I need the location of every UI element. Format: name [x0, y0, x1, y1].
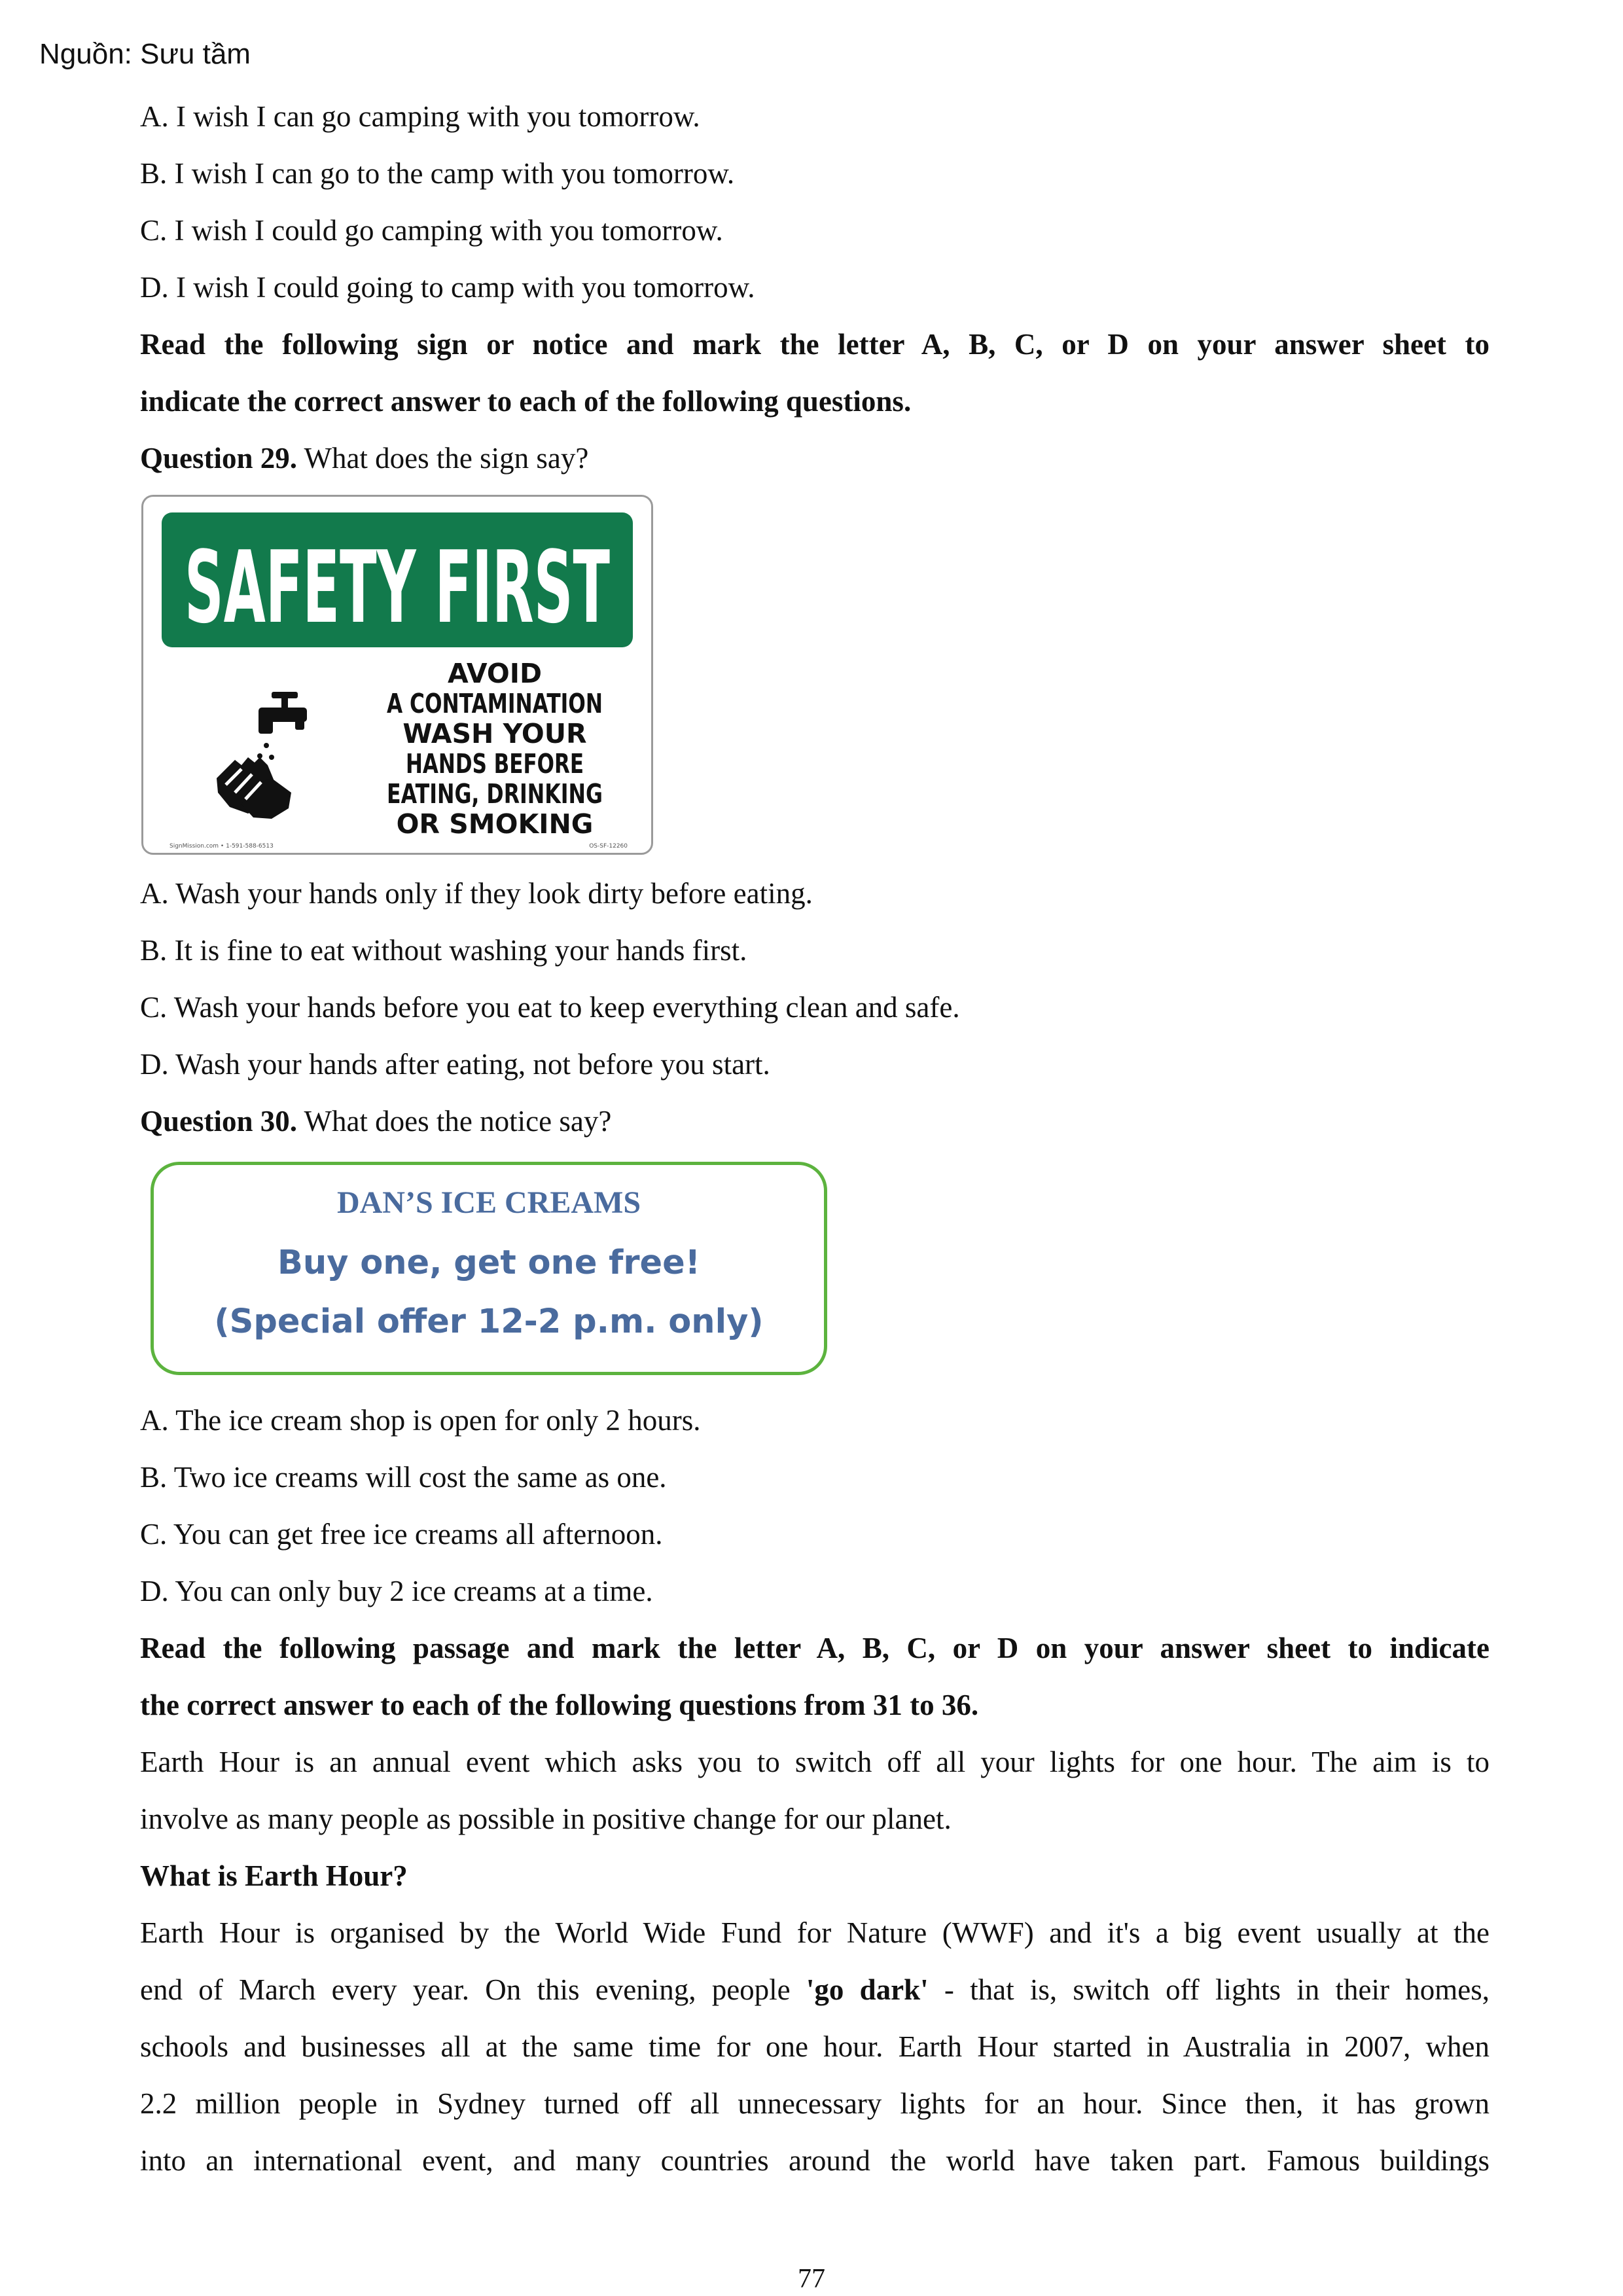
- safety-sign-graphic: [143, 497, 651, 853]
- sign-footer-left: SignMission.com • 1-591-588-6513: [169, 843, 274, 850]
- passage-body-line3: schools and businesses all at the same time for one hour. Earth Hour started in Australia in 2007, when: [140, 2030, 1489, 2063]
- q28-option-d: D. I wish I could going to camp with you tomorrow.: [140, 271, 755, 304]
- handwash-icon: [217, 692, 307, 819]
- sign-body-text: [387, 658, 603, 840]
- q29-option-c: C. Wash your hands before you eat to keep everything clean and safe.: [140, 991, 960, 1024]
- sign-line-2: A CONTAMINATION: [387, 688, 603, 719]
- q28-option-b: B. I wish I can go to the camp with you tomorrow.: [140, 157, 735, 190]
- q28-option-a: A. I wish I can go camping with you tomorrow.: [140, 100, 700, 133]
- sign-line-6: OR SMOKING: [396, 808, 594, 840]
- notice-block: [140, 1150, 1489, 1392]
- q30-option-c: C. You can get free ice creams all afternoon.: [140, 1518, 663, 1551]
- passage-body-line2-a: end of March every year. On this evening, people: [140, 1973, 806, 2006]
- sign-line-1: AVOID: [447, 658, 543, 689]
- passage-intro-line1: Earth Hour is an annual event which asks you to switch off all your lights for one hour. The aim is to: [140, 1746, 1489, 1778]
- page-number: 77: [798, 2264, 825, 2294]
- q29-text: What does the sign say?: [297, 442, 589, 475]
- passage-heading: What is Earth Hour?: [140, 1859, 408, 1892]
- instruction2-line1: Read the following passage and mark the letter A, B, C, or D on your answer sheet to indicate: [140, 1632, 1489, 1664]
- question-29: [140, 430, 1489, 487]
- q30-label: Question 30.: [140, 1105, 298, 1138]
- q29-option-d: D. Wash your hands after eating, not before you start.: [140, 1048, 770, 1081]
- passage-body-line2-c: - that is, switch off lights in their homes,: [928, 1973, 1489, 2006]
- sign-line-4: HANDS BEFORE: [406, 748, 584, 780]
- ice-cream-notice: [151, 1162, 827, 1375]
- passage-body-line1: Earth Hour is organised by the World Wide Fund for Nature (WWF) and it's a big event usually at the: [140, 1916, 1489, 1949]
- source-note: Nguồn: Sưu tầm: [39, 38, 251, 70]
- q30-option-a: A. The ice cream shop is open for only 2 hours.: [140, 1404, 701, 1437]
- passage-body-line2: [140, 1962, 1489, 2018]
- notice-offer: Buy one, get one free!: [277, 1244, 700, 1282]
- notice-offer-time: (Special offer 12-2 p.m. only): [214, 1302, 764, 1341]
- q29-option-a: A. Wash your hands only if they look dirty before eating.: [140, 877, 813, 910]
- instruction2-line2: the correct answer to each of the following questions from 31 to 36.: [140, 1689, 979, 1721]
- notice-title: DAN’S ICE CREAMS: [336, 1185, 641, 1220]
- q29-option-b: B. It is fine to eat without washing your hands first.: [140, 934, 747, 967]
- passage-intro-line2: involve as many people as possible in positive change for our planet.: [140, 1803, 952, 1835]
- sign-line-3: WASH YOUR: [402, 718, 587, 749]
- q28-option-c: C. I wish I could go camping with you tomorrow.: [140, 214, 723, 247]
- instruction1-line2: indicate the correct answer to each of the following questions.: [140, 385, 912, 418]
- passage-body-line5: into an international event, and many countries around the world have taken part. Famous buildings: [140, 2144, 1489, 2177]
- sign-footer-right: OS-SF-12260: [589, 843, 628, 850]
- q30-option-b: B. Two ice creams will cost the same as one.: [140, 1461, 667, 1494]
- sign-block: [140, 487, 1489, 865]
- instruction1-line1: Read the following sign or notice and mark the letter A, B, C, or D on your answer sheet to: [140, 328, 1489, 361]
- sign-line-5: EATING, DRINKING: [387, 778, 603, 810]
- page-content: [140, 88, 1489, 2189]
- passage-body-line4: 2.2 million people in Sydney turned off all unnecessary lights for an hour. Since then, it has grown: [140, 2087, 1489, 2120]
- q30-option-d: D. You can only buy 2 ice creams at a time.: [140, 1575, 653, 1607]
- q29-label: Question 29.: [140, 442, 298, 475]
- safety-sign: [141, 495, 653, 855]
- passage-go-dark: 'go dark': [806, 1973, 929, 2006]
- q30-text: What does the notice say?: [297, 1105, 612, 1138]
- sign-header-text: SAFETY FIRST: [185, 529, 610, 645]
- question-30: [140, 1093, 1489, 1150]
